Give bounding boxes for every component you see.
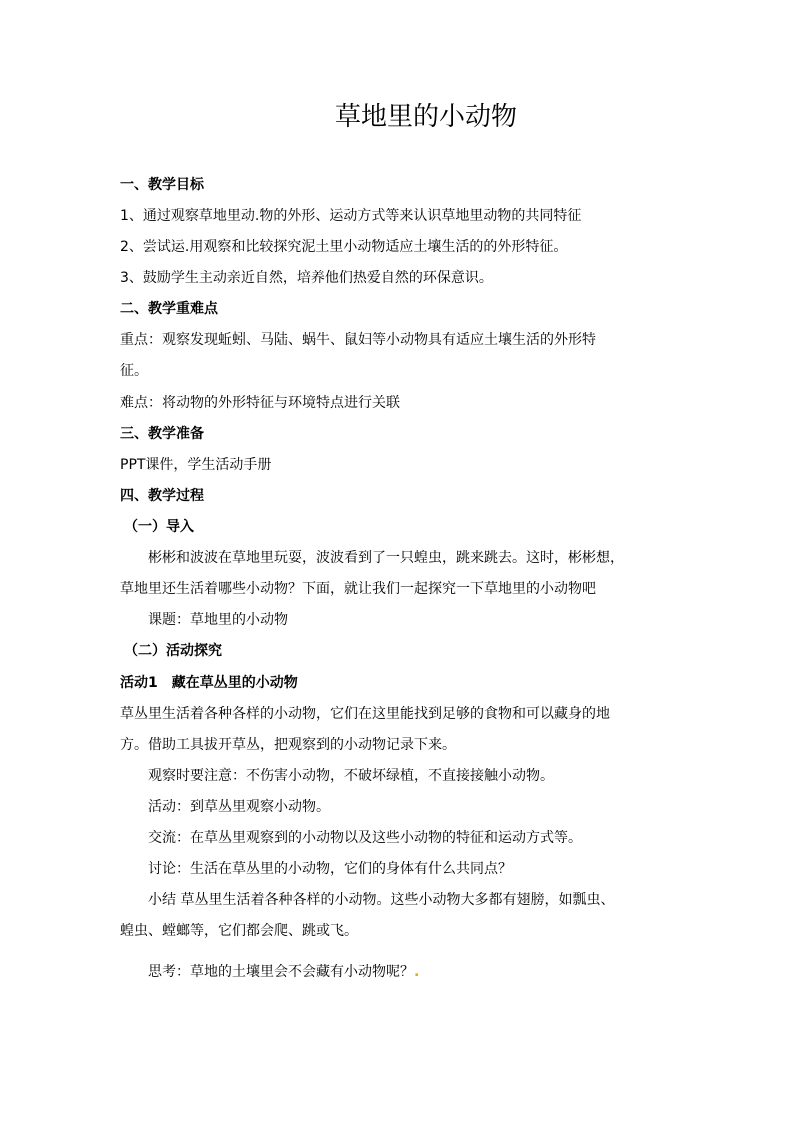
thinking-question (148, 962, 419, 982)
observation-note: 观察时要注意：不伤害小动物，不破坏绿植，不直接接触小动物。 (148, 768, 554, 784)
thinking-question-text: 思考：草地的土壤里会不会藏有小动物呢？ (148, 964, 414, 980)
objective-3: 3、鼓励学生主动亲近自然，培养他们热爱自然的环保意识。 (120, 270, 493, 286)
preparation-text: PPT课件，学生活动手册 (120, 457, 272, 473)
trailing-mark: . (414, 964, 420, 980)
difficult-point: 难点：将动物的外形特征与环境特点进行关联 (120, 395, 400, 411)
objective-1: 1、通过观察草地里动.物的外形、运动方式等来认识草地里动物的共同特征 (120, 208, 582, 224)
lesson-topic: 课题：草地里的小动物 (148, 612, 288, 628)
activity-text: 活动：到草丛里观察小动物。 (148, 799, 330, 815)
section-heading-objectives: 一、教学目标 (120, 177, 204, 193)
activity-1-line-2: 方。借助工具拔开草丛，把观察到的小动物记录下来。 (120, 737, 456, 753)
key-point-line-1: 重点：观察发现蚯蚓、马陆、蜗牛、鼠妇等小动物具有适应土壤生活的外形特 (120, 332, 596, 348)
summary-line-2: 蝗虫、螳螂等，它们都会爬、跳或飞。 (120, 923, 358, 939)
summary-line-1: 小结 草丛里生活着各种各样的小动物。这些小动物大多都有翅膀，如瓢虫、 (148, 892, 615, 908)
objective-2: 2、尝试运.用观察和比较探究泥土里小动物适应土壤生活的的外形特征。 (120, 239, 568, 255)
discussion-text: 讨论：生活在草丛里的小动物，它们的身体有什么共同点？ (148, 861, 512, 877)
section-heading-preparation: 三、教学准备 (120, 426, 204, 442)
page-title: 草地里的小动物 (334, 102, 517, 132)
section-heading-process: 四、教学过程 (120, 488, 204, 504)
introduction-line-1: 彬彬和波波在草地里玩耍，波波看到了一只蝗虫，跳来跳去。这时，彬彬想， (148, 550, 624, 566)
activity-1-heading: 活动1 藏在草丛里的小动物 (120, 675, 298, 691)
section-heading-key-points: 二、教学重难点 (120, 301, 218, 317)
activity-1-line-1: 草丛里生活着各种各样的小动物，它们在这里能找到足够的食物和可以藏身的地 (120, 706, 610, 722)
introduction-line-2: 草地里还生活着哪些小动物？下面，就让我们一起探究一下草地里的小动物吧 (120, 581, 596, 597)
exchange-text: 交流：在草丛里观察到的小动物以及这些小动物的特征和运动方式等。 (148, 830, 582, 846)
key-point-line-2: 征。 (120, 363, 148, 379)
subsection-introduction: （一）导入 (124, 519, 194, 535)
subsection-activity-exploration: （二）活动探究 (124, 643, 222, 659)
